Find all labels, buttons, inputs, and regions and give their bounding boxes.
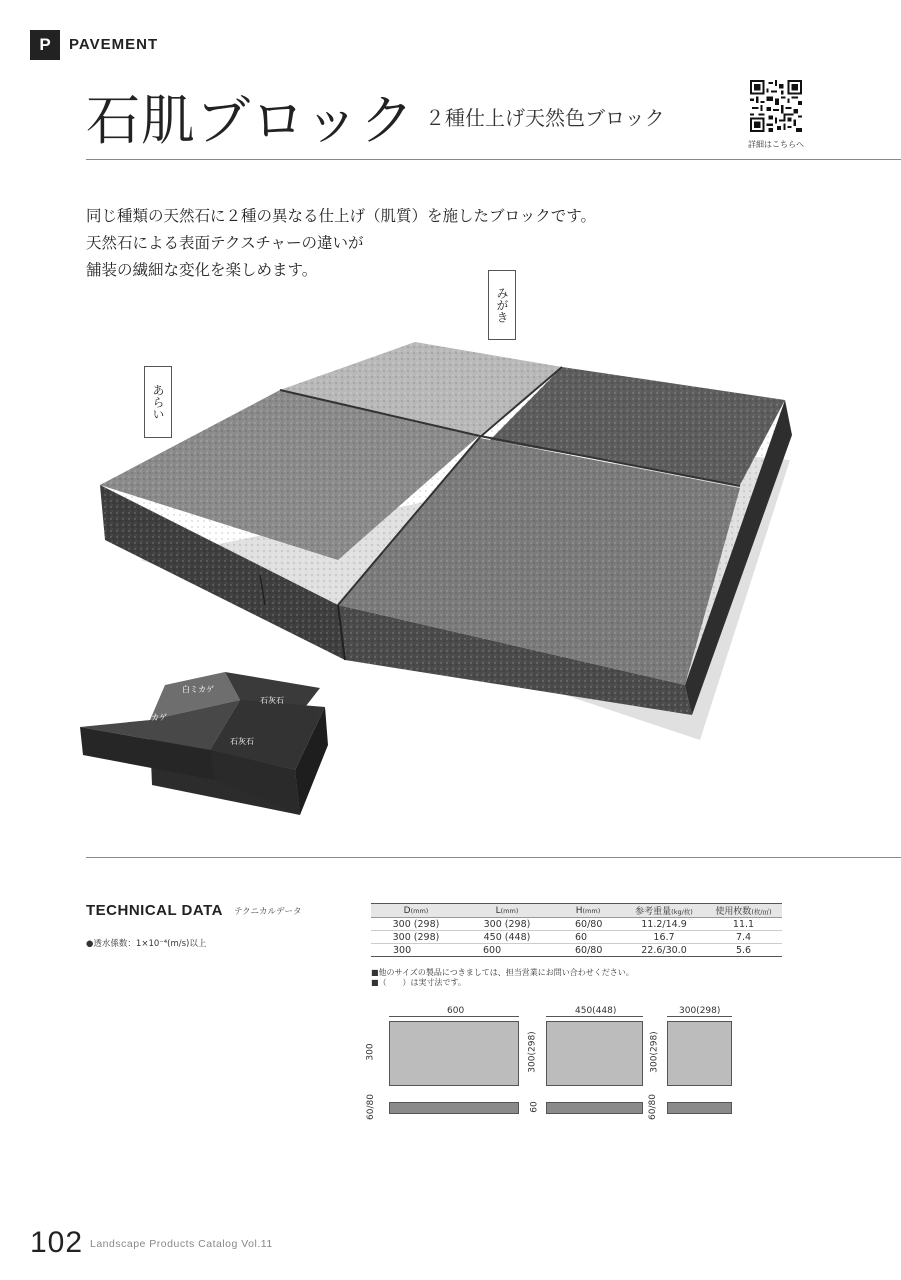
table-row <box>371 918 782 931</box>
cell: 450 (448) <box>461 931 553 944</box>
table-row <box>371 944 782 957</box>
cell: 300 (298) <box>371 931 461 944</box>
cell: 5.6 <box>705 944 782 957</box>
diagram-plan <box>389 1021 519 1086</box>
diagram-height-label: 300(298) <box>649 1031 660 1073</box>
inset-label: 石灰石 <box>260 696 284 705</box>
column-header: H(mm) <box>553 904 623 918</box>
column-header: 使用枚数(枚/㎡) <box>705 904 782 918</box>
column-header: D(mm) <box>371 904 461 918</box>
table-header-row <box>371 904 782 918</box>
cell: 16.7 <box>623 931 705 944</box>
cell: 11.2/14.9 <box>623 918 705 931</box>
table-notes <box>371 968 634 988</box>
cell: 300 (298) <box>461 918 553 931</box>
cell: 11.1 <box>705 918 782 931</box>
label-polished: みがき <box>488 270 516 340</box>
diagram-thickness-label: 60 <box>529 1101 540 1113</box>
cell: 300 (298) <box>371 918 461 931</box>
inset-label: 石灰石 <box>230 737 254 746</box>
diagram-thickness-label: 60/80 <box>647 1094 658 1120</box>
qr-code-icon[interactable] <box>750 80 802 132</box>
qr-caption: 詳細はこちらへ <box>748 140 804 149</box>
inset-label: 白ミカゲ <box>182 685 214 694</box>
diagram-height-label: 300(298) <box>527 1031 538 1073</box>
header-rule <box>86 159 901 160</box>
note-line: ■他のサイズの製品につきましては、担当営業にお問い合わせください。 <box>371 968 634 977</box>
permeability-note: ●透水係数：1×10⁻⁴(m/s)以上 <box>86 939 207 949</box>
intro-line: 舗装の繊細な変化を楽しめます。 <box>86 261 318 279</box>
intro-line: 同じ種類の天然石に２種の異なる仕上げ（肌質）を施したブロックです。 <box>86 207 596 225</box>
cell: 300 <box>371 944 461 957</box>
diagram-height-label: 300 <box>365 1043 376 1061</box>
diagram-side <box>667 1102 732 1114</box>
note-line: ■（ ）は実寸法です。 <box>371 978 466 987</box>
cell: 22.6/30.0 <box>623 944 705 957</box>
page-number: 102 <box>30 1226 84 1259</box>
cell: 7.4 <box>705 931 782 944</box>
product-photo <box>80 260 840 820</box>
column-header: 参考重量(kg/枚) <box>623 904 705 918</box>
technical-subtitle: テクニカルデータ <box>234 907 302 917</box>
diagram-width-label: 300(298) <box>679 1006 721 1016</box>
intro-line: 天然石による表面テクスチャーの違いが <box>86 234 364 252</box>
product-title: 石肌ブロック <box>86 89 415 152</box>
column-header: L(mm) <box>461 904 553 918</box>
diagram-plan <box>546 1021 643 1086</box>
cell: 60/80 <box>553 918 623 931</box>
cell: 60/80 <box>553 944 623 957</box>
diagram-thickness-label: 60/80 <box>365 1094 376 1120</box>
table-row <box>371 931 782 944</box>
spec-table <box>371 903 782 957</box>
diagram-width-label: 450(448) <box>575 1006 617 1016</box>
category-label: PAVEMENT <box>69 36 159 53</box>
catalog-name: Landscape Products Catalog Vol.11 <box>90 1238 273 1250</box>
diagram-side <box>546 1102 643 1114</box>
diagram-side <box>389 1102 519 1114</box>
cell: 600 <box>461 944 553 957</box>
section-rule <box>86 857 901 858</box>
product-subtitle: ２種仕上げ天然色ブロック <box>425 106 665 130</box>
category-badge: P <box>30 30 60 60</box>
cell: 60 <box>553 931 623 944</box>
diagram-plan <box>667 1021 732 1086</box>
technical-title: TECHNICAL DATA <box>86 902 223 919</box>
diagram-width-label: 600 <box>447 1006 465 1016</box>
inset-label: 白ミカゲ <box>135 713 167 722</box>
label-rough: あらい <box>144 366 172 438</box>
